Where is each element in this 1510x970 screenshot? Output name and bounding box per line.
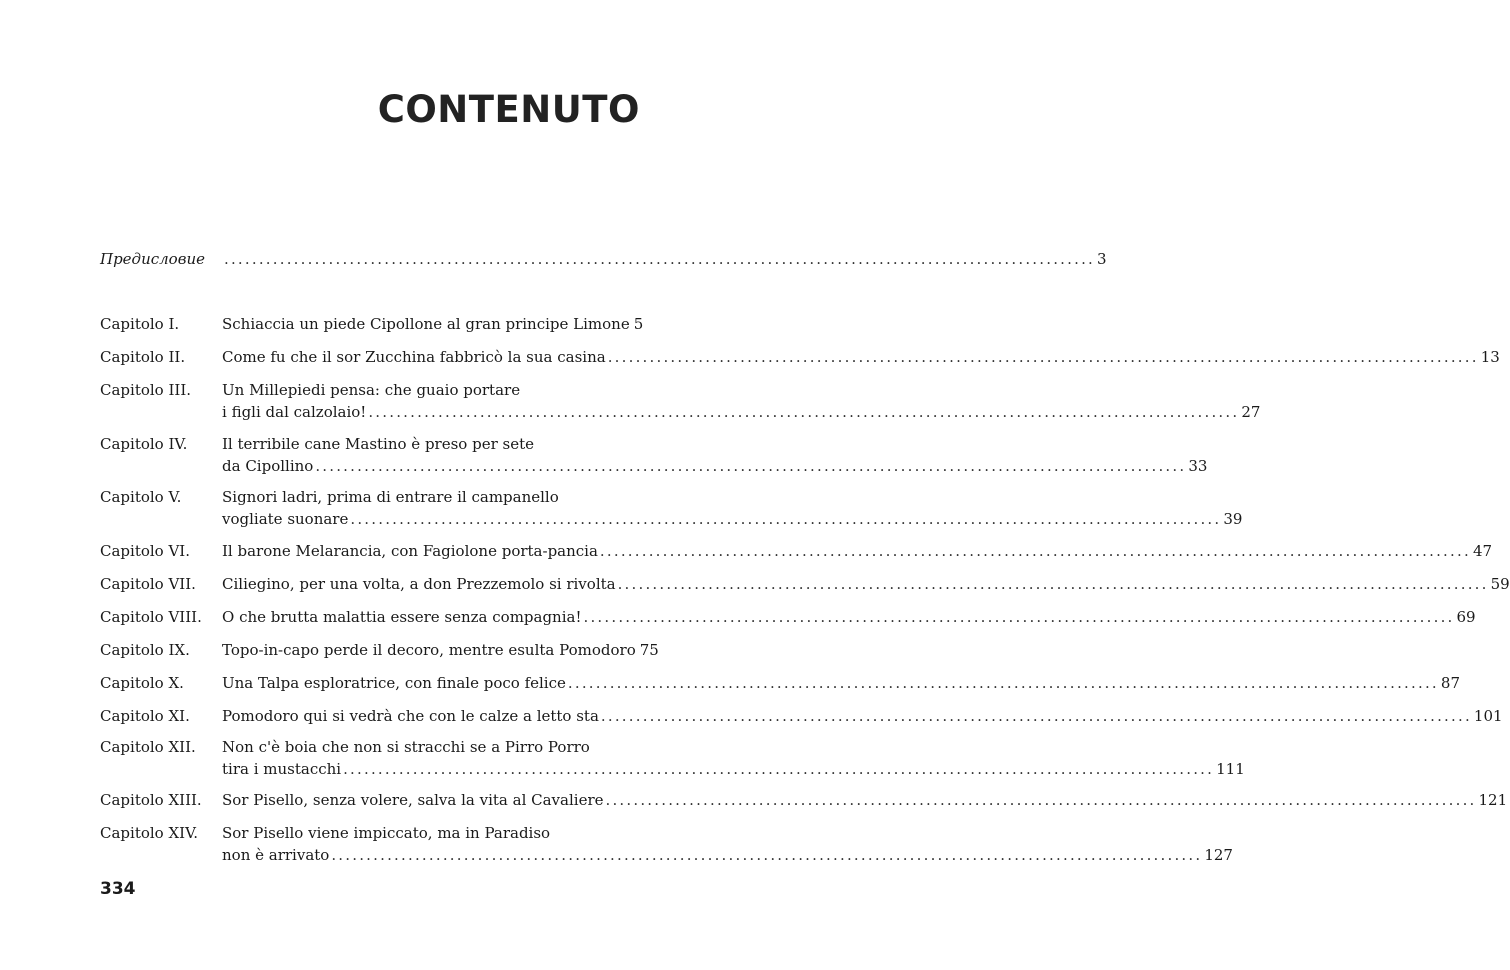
toc-page-number: 47 — [1472, 542, 1493, 560]
toc-page-number: 69 — [1456, 608, 1476, 626]
toc-entry-content — [222, 573, 1510, 595]
toc-entry-title-line: tira i mustacchi — [222, 760, 342, 778]
toc-entry-title-line: Topo-in-capo perde il decoro, mentre esulta Pomodoro — [222, 641, 636, 659]
toc-entry-title-line: Il barone Melarancia, con Fagiolone porta-pancia — [222, 542, 598, 560]
toc-entry-title-line: i figli dal calzolaio! — [222, 403, 367, 421]
toc-entry-title-line: Un Millepiedi pensa: che guaio portare — [222, 381, 521, 399]
toc-entry-content — [222, 486, 1243, 530]
toc-page-number: 75 — [639, 641, 659, 659]
toc-entry-label: Capitolo XII. — [100, 738, 196, 756]
toc-page-number: 121 — [1478, 791, 1508, 809]
dot-leader: ............................................................................................................................. — [617, 575, 1489, 593]
dot-leader: ............................................................................................................................. — [583, 608, 1455, 626]
toc-entry-label: Предисловие — [100, 250, 205, 268]
dot-leader: ............................................................................................................................. — [224, 250, 1096, 268]
toc-entry-content — [222, 672, 1460, 694]
dot-leader: ............................................................................................................................. — [343, 760, 1215, 778]
toc-entry-title-line: Il terribile cane Mastino è preso per sete — [222, 435, 534, 453]
toc-entry-label: Capitolo V. — [100, 488, 182, 506]
toc-page-number: 101 — [1473, 707, 1503, 725]
toc-entry-label: Capitolo IX. — [100, 641, 190, 659]
toc-entry-content — [222, 379, 1261, 423]
toc-entry-label: Capitolo I. — [100, 315, 180, 333]
toc-entry-content — [222, 540, 1493, 562]
toc-entry-title-line: da Cipollino — [222, 457, 314, 475]
toc-entry-title-line: Signori ladri, prima di entrare il campanello — [222, 488, 559, 506]
toc-entry-content — [222, 639, 659, 661]
toc-entry-title-line: non è arrivato — [222, 846, 330, 864]
toc-page-number: 127 — [1204, 846, 1233, 864]
dot-leader: ............................................................................................................................. — [315, 457, 1187, 475]
toc-entry-title-line: vogliate suonare — [222, 510, 349, 528]
toc-entry-content — [222, 346, 1500, 368]
toc-entry-title-line: Come fu che il sor Zucchina fabbricò la sua casina — [222, 348, 606, 366]
toc-entry-title-line: O che brutta malattia essere senza compagnia! — [222, 608, 582, 626]
toc-entry-content — [222, 606, 1476, 628]
toc-entry-label: Capitolo VIII. — [100, 608, 202, 626]
toc-page-number: 111 — [1216, 760, 1245, 778]
toc-entry-content — [222, 705, 1503, 727]
toc-page-number: 39 — [1223, 510, 1243, 528]
dot-leader: ............................................................................................................................. — [350, 510, 1222, 528]
toc-entry-content — [222, 789, 1508, 811]
dot-leader: ............................................................................................................................. — [599, 542, 1471, 560]
toc-entry-label: Capitolo VI. — [100, 542, 190, 560]
toc-entry-label: Capitolo II. — [100, 348, 186, 366]
toc-entry-label: Capitolo IV. — [100, 435, 188, 453]
dot-leader: ............................................................................................................................. — [607, 348, 1479, 366]
toc-page-number: 27 — [1241, 403, 1261, 421]
dot-leader: ............................................................................................................................. — [368, 403, 1240, 421]
toc-entry-content — [222, 433, 1208, 477]
toc-page-number: 87 — [1440, 674, 1460, 692]
toc-page-number: 33 — [1188, 457, 1208, 475]
toc-entry-title-line: Ciliegino, per una volta, a don Prezzemolo si rivolta — [222, 575, 616, 593]
page-number: 334 — [100, 879, 136, 899]
toc-page-number: 13 — [1480, 348, 1500, 366]
dot-leader: ............................................................................................................................. — [567, 674, 1439, 692]
dot-leader: ............................................................................................................................. — [331, 846, 1203, 864]
toc-entry-label: Capitolo VII. — [100, 575, 196, 593]
toc-page-number: 59 — [1490, 575, 1510, 593]
toc-entry-title-line: Una Talpa esploratrice, con finale poco felice — [222, 674, 566, 692]
toc-entry-title-line: Sor Pisello viene impiccato, ma in Paradiso — [222, 824, 551, 842]
page-title: CONTENUTO — [377, 88, 640, 131]
toc-entry-content — [222, 313, 642, 335]
toc-entry-title-line: Pomodoro qui si vedrà che con le calze a letto sta — [222, 707, 599, 725]
toc-entry-title-line: Schiaccia un piede Cipollone al gran principe Limone — [222, 315, 630, 333]
toc-entry-content — [222, 736, 1245, 780]
toc-entry-label: Capitolo III. — [100, 381, 192, 399]
toc-entry-content — [222, 822, 1233, 866]
toc-entry-title-line: Non c'è boia che non si stracchi se a Pirro Porro — [222, 738, 590, 756]
toc-page-number: 5 — [633, 315, 644, 333]
toc-page-number: 3 — [1097, 250, 1107, 268]
toc-entry-label: Capitolo X. — [100, 674, 184, 692]
toc-entry-title-line: Sor Pisello, senza volere, salva la vita al Cavaliere — [222, 791, 604, 809]
toc-entry-label: Capitolo XI. — [100, 707, 190, 725]
dot-leader: ............................................................................................................................. — [600, 707, 1472, 725]
toc-entry-label: Capitolo XIV. — [100, 824, 199, 842]
dot-leader: ............................................................................................................................. — [605, 791, 1477, 809]
toc-entry-label: Capitolo XIII. — [100, 791, 202, 809]
toc-entry-content — [222, 248, 1107, 270]
